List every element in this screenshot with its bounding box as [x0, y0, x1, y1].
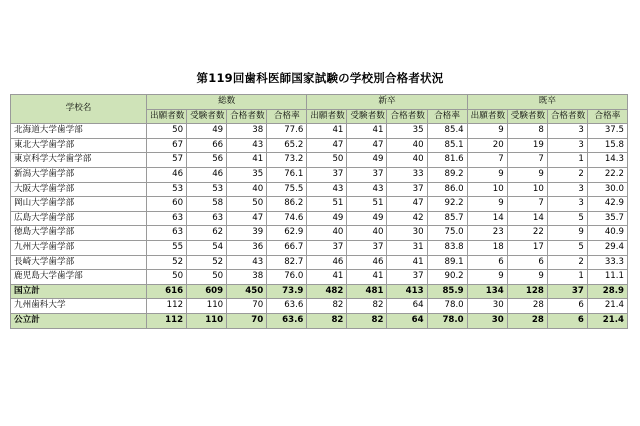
value-cell: 76.1	[267, 167, 307, 182]
value-cell: 40	[347, 226, 387, 241]
value-cell: 481	[347, 284, 387, 299]
value-cell: 28.9	[587, 284, 627, 299]
value-cell: 5	[547, 240, 587, 255]
value-cell: 70	[227, 313, 267, 328]
value-cell: 75.5	[267, 182, 307, 197]
value-cell: 53	[187, 182, 227, 197]
value-cell: 450	[227, 284, 267, 299]
value-cell: 47	[307, 138, 347, 153]
school-name-cell: 九州大学歯学部	[11, 240, 147, 255]
value-cell: 43	[227, 255, 267, 270]
applicants-header: 出願者数	[307, 109, 347, 124]
value-cell: 616	[147, 284, 187, 299]
value-cell: 65.2	[267, 138, 307, 153]
value-cell: 47	[347, 138, 387, 153]
value-cell: 14	[507, 211, 547, 226]
value-cell: 66	[187, 138, 227, 153]
value-cell: 19	[507, 138, 547, 153]
school-name-cell: 大阪大学歯学部	[11, 182, 147, 197]
value-cell: 41	[307, 124, 347, 139]
value-cell: 112	[147, 313, 187, 328]
value-cell: 7	[507, 197, 547, 212]
value-cell: 3	[547, 182, 587, 197]
value-cell: 28	[507, 313, 547, 328]
value-cell: 35	[227, 167, 267, 182]
value-cell: 8	[507, 124, 547, 139]
value-cell: 11.1	[587, 270, 627, 285]
value-cell: 43	[347, 182, 387, 197]
table-row	[11, 153, 628, 168]
value-cell: 50	[227, 197, 267, 212]
value-cell: 14.3	[587, 153, 627, 168]
value-cell: 86.2	[267, 197, 307, 212]
value-cell: 53	[147, 182, 187, 197]
value-cell: 64	[387, 313, 427, 328]
value-cell: 78.0	[427, 313, 467, 328]
value-cell: 110	[187, 299, 227, 314]
pass-rate-header: 合格率	[267, 109, 307, 124]
value-cell: 2	[547, 255, 587, 270]
school-name-cell: 東北大学歯学部	[11, 138, 147, 153]
value-cell: 81.6	[427, 153, 467, 168]
value-cell: 50	[307, 153, 347, 168]
value-cell: 74.6	[267, 211, 307, 226]
value-cell: 112	[147, 299, 187, 314]
school-name-cell: 新潟大学歯学部	[11, 167, 147, 182]
value-cell: 35	[387, 124, 427, 139]
value-cell: 63.6	[267, 299, 307, 314]
value-cell: 9	[467, 270, 507, 285]
value-cell: 43	[307, 182, 347, 197]
value-cell: 50	[147, 270, 187, 285]
group-header-total: 総数	[147, 95, 307, 110]
value-cell: 54	[187, 240, 227, 255]
value-cell: 6	[547, 313, 587, 328]
value-cell: 82	[307, 299, 347, 314]
value-cell: 33.3	[587, 255, 627, 270]
value-cell: 6	[467, 255, 507, 270]
value-cell: 89.2	[427, 167, 467, 182]
value-cell: 75.0	[427, 226, 467, 241]
value-cell: 86.0	[427, 182, 467, 197]
value-cell: 6	[547, 299, 587, 314]
table-row	[11, 138, 628, 153]
value-cell: 62.9	[267, 226, 307, 241]
value-cell: 58	[187, 197, 227, 212]
value-cell: 7	[467, 153, 507, 168]
value-cell: 57	[147, 153, 187, 168]
total-row	[11, 313, 628, 328]
value-cell: 40.9	[587, 226, 627, 241]
value-cell: 128	[507, 284, 547, 299]
value-cell: 14	[467, 211, 507, 226]
value-cell: 38	[227, 270, 267, 285]
value-cell: 83.8	[427, 240, 467, 255]
value-cell: 46	[347, 255, 387, 270]
value-cell: 82	[347, 299, 387, 314]
value-cell: 46	[307, 255, 347, 270]
value-cell: 33	[387, 167, 427, 182]
table-body	[11, 124, 628, 328]
value-cell: 28	[507, 299, 547, 314]
value-cell: 51	[347, 197, 387, 212]
value-cell: 90.2	[427, 270, 467, 285]
school-name-cell: 東京科学大学歯学部	[11, 153, 147, 168]
value-cell: 134	[467, 284, 507, 299]
value-cell: 52	[147, 255, 187, 270]
value-cell: 85.9	[427, 284, 467, 299]
value-cell: 64	[387, 299, 427, 314]
header-row-groups	[11, 95, 628, 110]
value-cell: 31	[387, 240, 427, 255]
value-cell: 46	[187, 167, 227, 182]
applicants-header: 出願者数	[467, 109, 507, 124]
table-row	[11, 197, 628, 212]
value-cell: 41	[347, 124, 387, 139]
value-cell: 23	[467, 226, 507, 241]
value-cell: 5	[547, 211, 587, 226]
value-cell: 73.2	[267, 153, 307, 168]
passers-header: 合格者数	[547, 109, 587, 124]
pass-rate-header: 合格率	[587, 109, 627, 124]
value-cell: 40	[307, 226, 347, 241]
value-cell: 47	[227, 211, 267, 226]
value-cell: 77.6	[267, 124, 307, 139]
value-cell: 82	[307, 313, 347, 328]
value-cell: 609	[187, 284, 227, 299]
school-name-cell: 岡山大学歯学部	[11, 197, 147, 212]
value-cell: 7	[507, 153, 547, 168]
table-row	[11, 182, 628, 197]
value-cell: 10	[467, 182, 507, 197]
value-cell: 62	[187, 226, 227, 241]
table-row	[11, 299, 628, 314]
value-cell: 63	[147, 226, 187, 241]
value-cell: 30.0	[587, 182, 627, 197]
value-cell: 3	[547, 197, 587, 212]
value-cell: 22	[507, 226, 547, 241]
value-cell: 38	[227, 124, 267, 139]
value-cell: 63	[187, 211, 227, 226]
value-cell: 37	[307, 167, 347, 182]
school-name-cell: 長崎大学歯学部	[11, 255, 147, 270]
value-cell: 9	[507, 167, 547, 182]
value-cell: 40	[387, 138, 427, 153]
value-cell: 43	[227, 138, 267, 153]
value-cell: 37	[307, 240, 347, 255]
value-cell: 37	[547, 284, 587, 299]
table-header	[11, 95, 628, 124]
school-column-header: 学校名	[11, 95, 147, 124]
value-cell: 92.2	[427, 197, 467, 212]
value-cell: 37	[387, 270, 427, 285]
value-cell: 49	[307, 211, 347, 226]
group-header-past-graduates: 既卒	[467, 95, 627, 110]
value-cell: 37	[387, 182, 427, 197]
value-cell: 60	[147, 197, 187, 212]
table-row	[11, 124, 628, 139]
value-cell: 35.7	[587, 211, 627, 226]
applicants-header: 出願者数	[147, 109, 187, 124]
value-cell: 85.1	[427, 138, 467, 153]
value-cell: 20	[467, 138, 507, 153]
value-cell: 9	[467, 197, 507, 212]
value-cell: 21.4	[587, 299, 627, 314]
value-cell: 50	[187, 270, 227, 285]
school-name-cell: 公立計	[11, 313, 147, 328]
school-name-cell: 国立計	[11, 284, 147, 299]
value-cell: 9	[467, 124, 507, 139]
value-cell: 9	[467, 167, 507, 182]
value-cell: 52	[187, 255, 227, 270]
value-cell: 41	[387, 255, 427, 270]
value-cell: 67	[147, 138, 187, 153]
school-name-cell: 九州歯科大学	[11, 299, 147, 314]
value-cell: 49	[347, 211, 387, 226]
value-cell: 76.0	[267, 270, 307, 285]
value-cell: 85.4	[427, 124, 467, 139]
value-cell: 22.2	[587, 167, 627, 182]
value-cell: 6	[507, 255, 547, 270]
school-name-cell: 広島大学歯学部	[11, 211, 147, 226]
value-cell: 18	[467, 240, 507, 255]
value-cell: 63	[147, 211, 187, 226]
value-cell: 49	[187, 124, 227, 139]
value-cell: 85.7	[427, 211, 467, 226]
table-row	[11, 270, 628, 285]
table-row	[11, 255, 628, 270]
examinees-header: 受験者数	[187, 109, 227, 124]
value-cell: 21.4	[587, 313, 627, 328]
passers-header: 合格者数	[387, 109, 427, 124]
results-table	[10, 94, 628, 329]
value-cell: 39	[227, 226, 267, 241]
school-name-cell: 徳島大学歯学部	[11, 226, 147, 241]
value-cell: 41	[347, 270, 387, 285]
value-cell: 47	[387, 197, 427, 212]
total-row	[11, 284, 628, 299]
value-cell: 17	[507, 240, 547, 255]
table-row	[11, 240, 628, 255]
passers-header: 合格者数	[227, 109, 267, 124]
value-cell: 63.6	[267, 313, 307, 328]
school-name-cell: 北海道大学歯学部	[11, 124, 147, 139]
value-cell: 1	[547, 153, 587, 168]
school-name-cell: 鹿児島大学歯学部	[11, 270, 147, 285]
value-cell: 78.0	[427, 299, 467, 314]
table-row	[11, 226, 628, 241]
value-cell: 89.1	[427, 255, 467, 270]
value-cell: 46	[147, 167, 187, 182]
value-cell: 482	[307, 284, 347, 299]
value-cell: 30	[467, 299, 507, 314]
value-cell: 40	[227, 182, 267, 197]
value-cell: 110	[187, 313, 227, 328]
value-cell: 41	[227, 153, 267, 168]
value-cell: 9	[507, 270, 547, 285]
value-cell: 30	[387, 226, 427, 241]
value-cell: 56	[187, 153, 227, 168]
examinees-header: 受験者数	[507, 109, 547, 124]
value-cell: 55	[147, 240, 187, 255]
value-cell: 1	[547, 270, 587, 285]
value-cell: 42.9	[587, 197, 627, 212]
value-cell: 42	[387, 211, 427, 226]
value-cell: 9	[547, 226, 587, 241]
page-title: 第119回歯科医師国家試験の学校別合格者状況	[196, 71, 444, 85]
value-cell: 73.9	[267, 284, 307, 299]
value-cell: 37	[347, 167, 387, 182]
value-cell: 82.7	[267, 255, 307, 270]
value-cell: 3	[547, 138, 587, 153]
value-cell: 36	[227, 240, 267, 255]
table-row	[11, 167, 628, 182]
value-cell: 15.8	[587, 138, 627, 153]
value-cell: 37	[347, 240, 387, 255]
group-header-new-graduates: 新卒	[307, 95, 467, 110]
value-cell: 51	[307, 197, 347, 212]
pass-rate-header: 合格率	[427, 109, 467, 124]
value-cell: 29.4	[587, 240, 627, 255]
value-cell: 10	[507, 182, 547, 197]
value-cell: 3	[547, 124, 587, 139]
value-cell: 70	[227, 299, 267, 314]
value-cell: 40	[387, 153, 427, 168]
value-cell: 413	[387, 284, 427, 299]
value-cell: 82	[347, 313, 387, 328]
table-row	[11, 211, 628, 226]
value-cell: 49	[347, 153, 387, 168]
value-cell: 41	[307, 270, 347, 285]
value-cell: 30	[467, 313, 507, 328]
value-cell: 2	[547, 167, 587, 182]
value-cell: 37.5	[587, 124, 627, 139]
value-cell: 66.7	[267, 240, 307, 255]
value-cell: 50	[147, 124, 187, 139]
examinees-header: 受験者数	[347, 109, 387, 124]
